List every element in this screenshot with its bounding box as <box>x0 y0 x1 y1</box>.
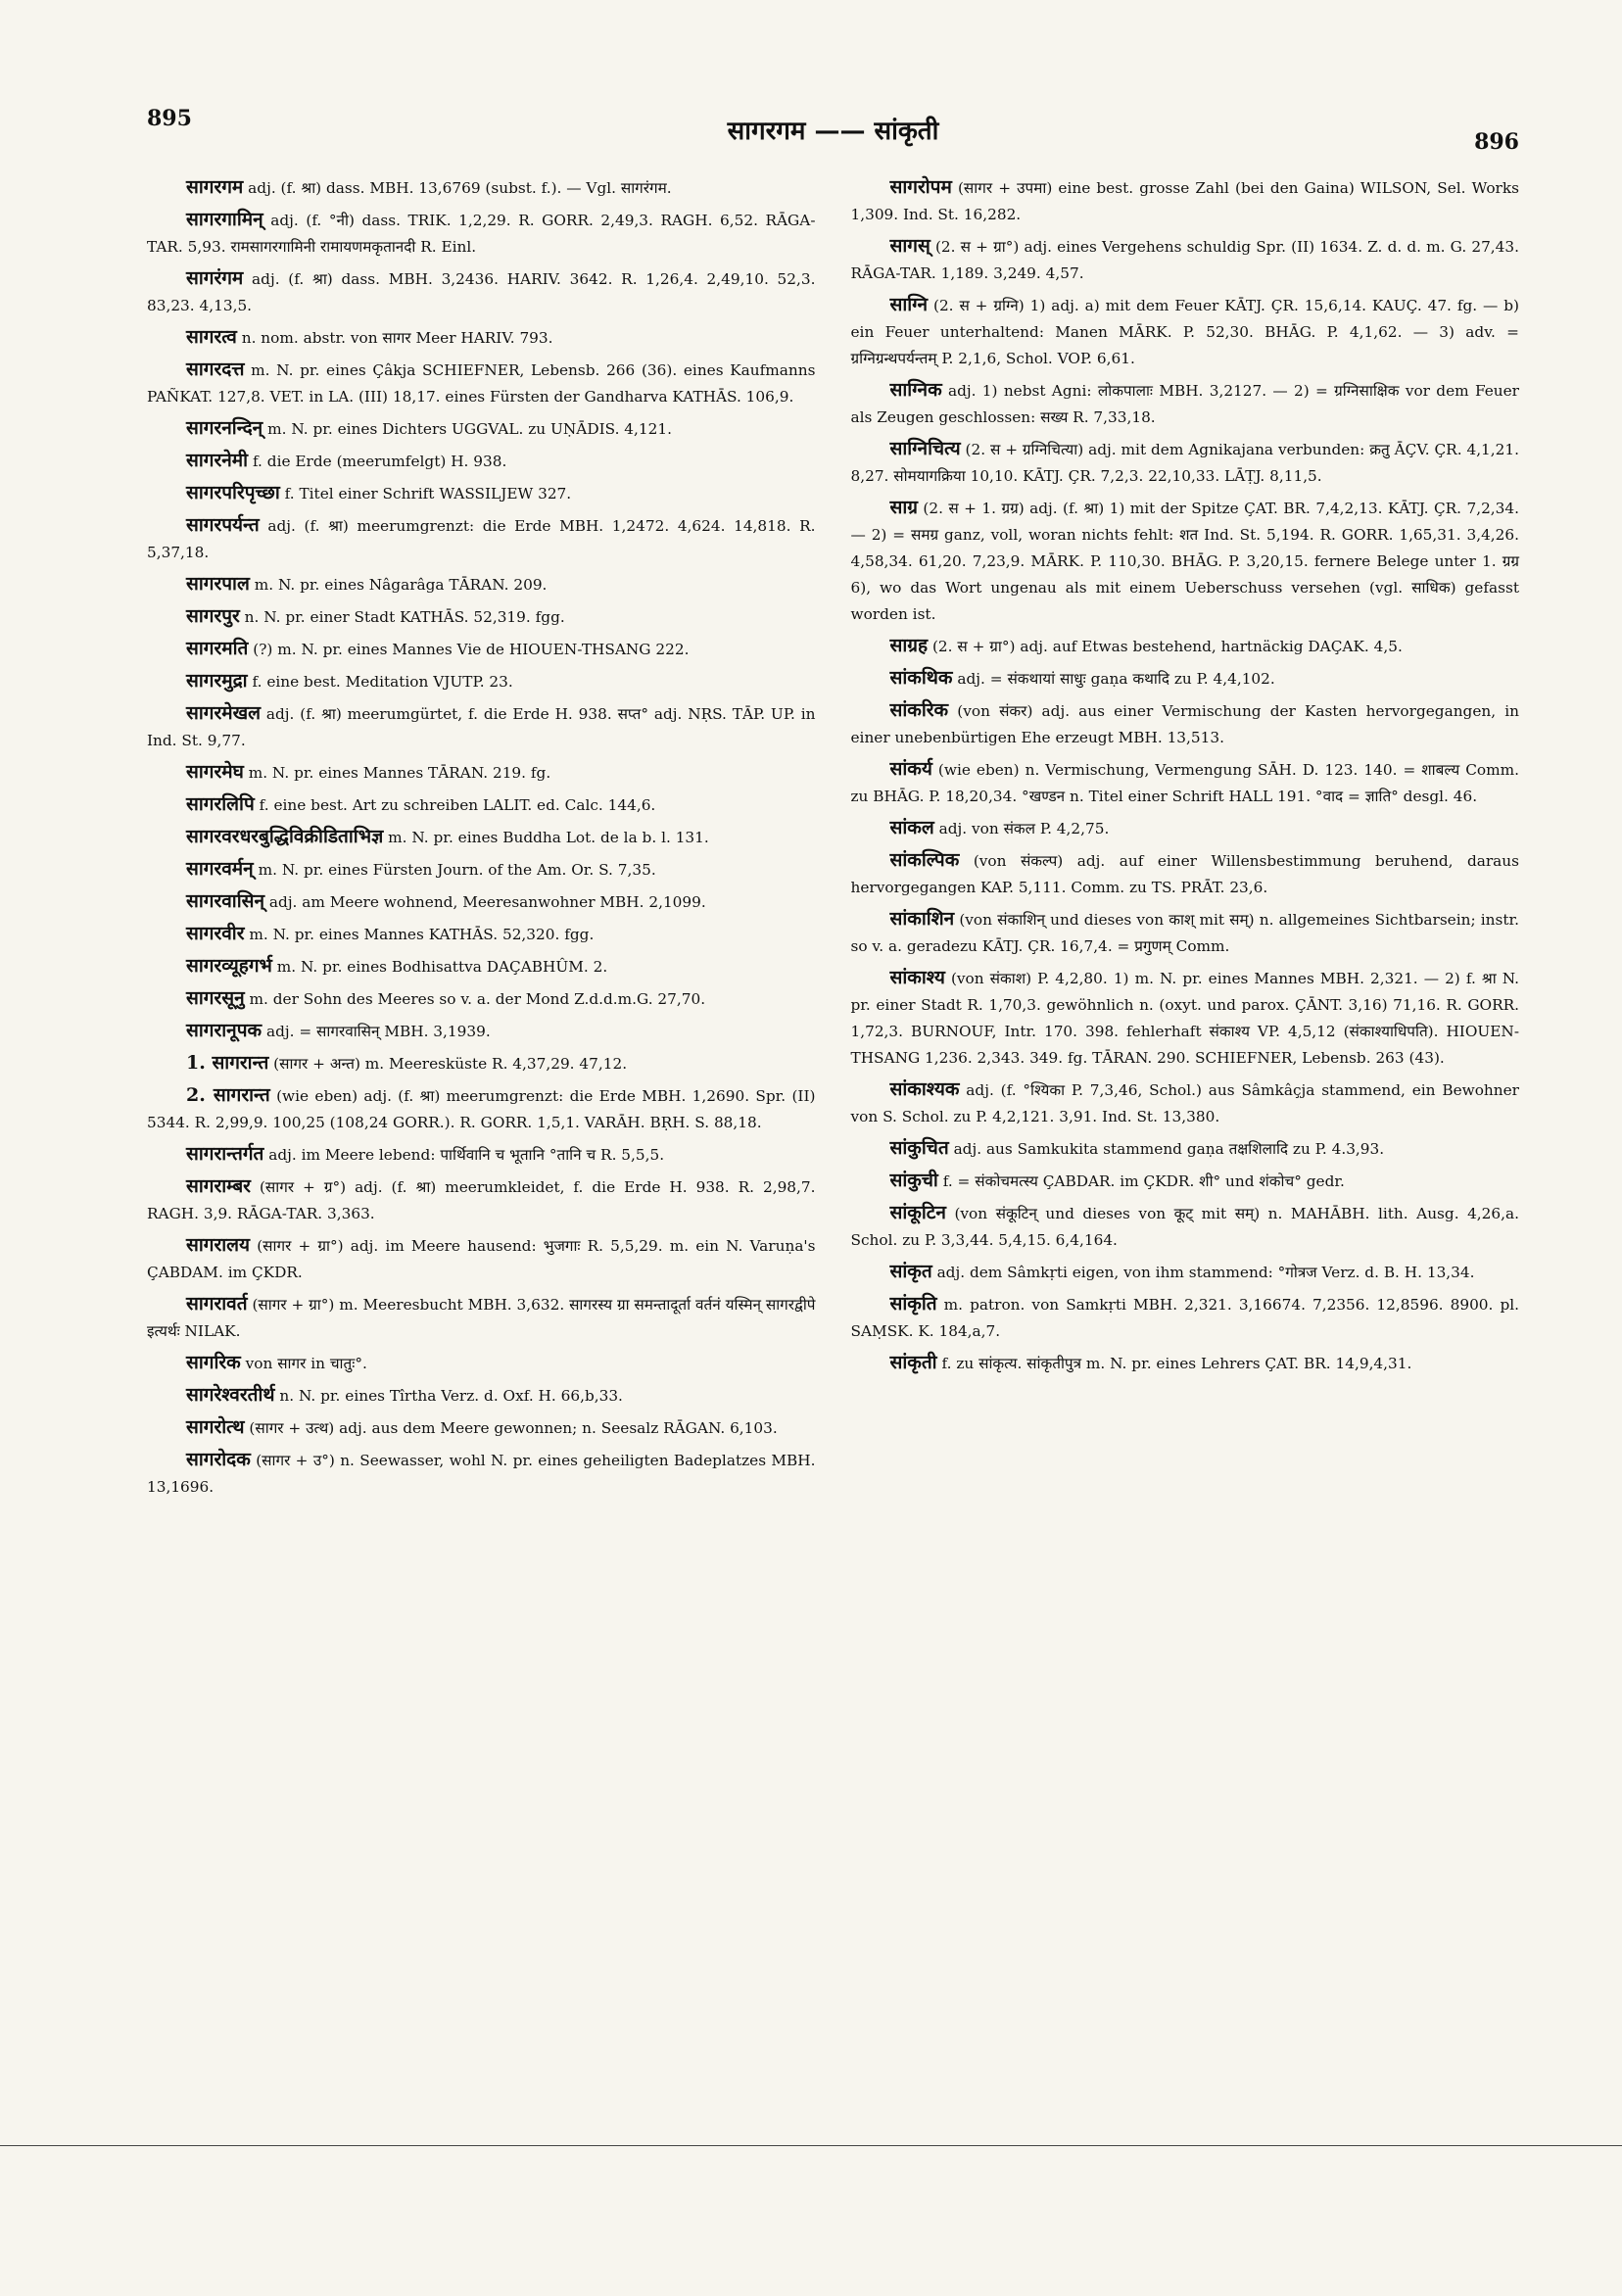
dictionary-entry <box>147 174 816 202</box>
entry-text: adj. = संकथायां साधुः gaṇa कथादि zu P. 4,4,102. <box>957 670 1275 688</box>
dictionary-entry <box>851 1168 1520 1195</box>
entry-text: m. der Sohn des Meeres so v. a. der Mond Z.d.d.m.G. 27,70. <box>249 990 706 1008</box>
entry-text: m. N. pr. eines Mannes TĀRAN. 219. fg. <box>248 764 551 782</box>
entry-text: adj. aus Samkukita stammend gaṇa तक्षशिलादि zu P. 4.3,93. <box>953 1140 1385 1158</box>
entry-headword: सागरेश्वरतीर्थ <box>186 1384 275 1406</box>
entry-text: f. Titel einer Schrift WASSILJEW 327. <box>284 485 572 502</box>
entry-text: f. zu सांकृत्य. सांकृतीपुत्र m. N. pr. eines Lehrers ÇAT. BR. 14,9,4,31. <box>941 1355 1412 1372</box>
dictionary-entry <box>147 1382 816 1410</box>
dictionary-entry <box>147 921 816 948</box>
entry-headword: साग्निचित्य <box>889 438 961 459</box>
entry-headword: सागराम्बर <box>186 1175 251 1197</box>
entry-headword: सागरंगम <box>186 267 244 289</box>
entry-text: m. N. pr. eines Çâkja SCHIEFNER, Lebensb. 266 (36). eines Kaufmanns PAÑKAT. 127,8. VET. in LA. (III) 18,17. eines Fürsten der Gandharva KATHĀS. 106,9. <box>147 361 816 406</box>
entry-headword: सागरत्व <box>186 326 237 348</box>
entry-text: (2. स + 1. ग्रग्र) adj. (f. श्रा) 1) mit der Spitze ÇAT. BR. 7,4,2,13. KĀTJ. ÇR. 7,2,34. — 2) = समग्र ganz, voll, woran nichts fehlt: शत Ind. St. 5,194. R. GORR. 1,65,31. 3,4,26. 4,58,34. 61,20. 7,23,9. MĀRK. P. 110,30. BHĀG. P. 3,20,15. fernere Belege unter 1. ग्रग्र 6), wo das Wort ungenau als mit einem Ueberschuss versehen (vgl. साधिक) gefasst worden ist. <box>850 500 1519 623</box>
dictionary-entry <box>147 791 816 819</box>
entry-headword: सागरलिपि <box>186 793 255 815</box>
dictionary-entry <box>147 1018 816 1045</box>
entry-headword: सांकल <box>889 817 934 838</box>
entry-text: adj. = सागरवासिन् MBH. 3,1939. <box>265 1023 491 1040</box>
entry-headword: साग्नि <box>889 294 929 315</box>
entry-headword: सांकाशिन <box>889 908 955 930</box>
entry-text: (सागर + उत्थ) adj. aus dem Meere gewonnen; n. Seesalz RĀGAN. 6,103. <box>249 1419 778 1437</box>
entry-text: (सागर + उपमा) eine best. grosse Zahl (bei den Gaina) WILSON, Sel. Works 1,309. Ind. St. 16,282. <box>850 179 1519 223</box>
entry-text: adj. von संकल P. 4,2,75. <box>938 820 1110 837</box>
entry-headword: सांकाश्य <box>889 967 945 988</box>
dictionary-entry <box>147 512 816 566</box>
entry-headword: सांकृती <box>889 1352 937 1373</box>
entry-text: (2. स + ग्रग्निचित्या) adj. mit dem Agnikajana verbunden: क्रतु ĀÇV. ÇR. 4,1,21. 8,27. सोमयागक्रिया 10,10. KĀTJ. ÇR. 7,2,3. 22,10,33. LĀṬJ. 8,11,5. <box>850 441 1519 485</box>
entry-text: (von संकूटिन् und dieses von कूट् mit सम्) n. MAHĀBH. lith. Ausg. 4,26,a. Schol. zu P. 3,3,44. 5,4,15. 6,4,164. <box>850 1205 1519 1249</box>
entry-headword: साग्रह <box>889 635 929 656</box>
dictionary-entry <box>147 759 816 787</box>
entry-text: f. die Erde (meerumfelgt) H. 938. <box>252 453 507 470</box>
right-column <box>851 174 1520 2022</box>
entry-headword: सांकर्य <box>889 758 932 780</box>
entry-text: (2. स + ग्रा°) adj. auf Etwas bestehend, hartnäckig DAÇAK. 4,5. <box>931 638 1403 655</box>
left-column <box>147 174 816 2022</box>
dictionary-entry <box>851 906 1520 960</box>
entry-text: n. nom. abstr. von सागर Meer HARIV. 793. <box>241 329 553 347</box>
entry-text: (2. स + ग्रा°) adj. eines Vergehens schuldig Spr. (II) 1634. Z. d. d. m. G. 27,43. RĀGA-TAR. 1,189. 3,249. 4,57. <box>850 238 1519 282</box>
entry-headword: सागरमुद्रा <box>186 670 248 692</box>
entry-headword: साग्र <box>889 497 918 518</box>
entry-text: m. N. pr. eines Bodhisattva DAÇABHÛM. 2. <box>276 958 608 976</box>
entry-headword: सागरोदक <box>186 1449 251 1470</box>
dictionary-entry <box>147 888 816 916</box>
entry-headword: सागरदत्त <box>186 359 245 380</box>
dictionary-entry <box>147 1414 816 1442</box>
dictionary-entry <box>851 665 1520 693</box>
dictionary-entry <box>851 1135 1520 1163</box>
entry-headword: सागरवरधरबुद्धिविक्रीडिताभिज्ञ <box>186 826 384 847</box>
entry-text: m. N. pr. eines Nâgarâga TĀRAN. 209. <box>254 576 548 594</box>
entry-headword: सागरपाल <box>186 573 250 595</box>
entry-headword: सागरवर्मन् <box>186 858 254 880</box>
entry-headword: सागरनेमी <box>186 450 249 471</box>
entry-text: adj. (f. °श्यिका P. 7,3,46, Schol.) aus Sâmkâçja stammend, ein Bewohner von S. Schol. zu P. 4,2,121. 3,91. Ind. St. 13,380. <box>850 1081 1519 1125</box>
dictionary-entry <box>147 265 816 319</box>
bottom-rule <box>0 2145 1622 2146</box>
dictionary-entry <box>851 233 1520 287</box>
entry-text: adj. (f. श्रा) dass. MBH. 13,6769 (subst. f.). — Vgl. सागरंगम. <box>248 179 672 197</box>
dictionary-entry <box>147 357 816 410</box>
entry-text: f. eine best. Meditation VJUTP. 23. <box>252 673 513 691</box>
dictionary-entry <box>851 815 1520 842</box>
entry-text: adj. 1) nebst Agni: लोकपालाः MBH. 3,2127. — 2) = ग्रग्निसाक्षिक vor dem Feuer als Zeugen geschlossen: सख्य R. 7,33,18. <box>850 382 1519 426</box>
entry-text: (wie eben) adj. (f. श्रा) meerumgrenzt: die Erde MBH. 1,2690. Spr. (II) 5344. R. 2,99,9. 100,25 (108,24 GORR.). R. GORR. 1,5,1. VARĀH. BṚH. S. 88,18. <box>147 1087 816 1131</box>
dictionary-entry <box>147 1350 816 1377</box>
entry-headword: साग्निक <box>889 379 942 401</box>
dictionary-entry <box>147 636 816 663</box>
entry-text: adj. (f. श्रा) meerumgürtet, f. die Erde H. 938. सप्त° adj. NṚS. TĀP. UP. in Ind. St. 9,77. <box>147 705 816 749</box>
entry-text: m. N. pr. eines Fürsten Journ. of the Am. Or. S. 7,35. <box>258 861 656 879</box>
entry-headword: सांकथिक <box>889 667 953 689</box>
dictionary-entry <box>147 1141 816 1169</box>
entry-text: (सागर + उ°) n. Seewasser, wohl N. pr. eines geheiligten Badeplatzes MBH. 13,1696. <box>147 1452 816 1496</box>
dictionary-entry <box>851 756 1520 810</box>
entry-headword: सागरसूनु <box>186 987 245 1009</box>
page-number-right: 896 <box>1474 129 1519 155</box>
dictionary-entry <box>851 174 1520 228</box>
entry-text: (wie eben) n. Vermischung, Vermengung SĀH. D. 123. 140. = शाबल्य Comm. zu BHĀG. P. 18,20,34. °खण्डन n. Titel einer Schrift HALL 191. °वाद = ज्ञाति° desgl. 46. <box>850 761 1519 805</box>
entry-text: adj. (f. श्रा) dass. MBH. 3,2436. HARIV. 3642. R. 1,26,4. 2,49,10. 52,3. 83,23. 4,13,5. <box>147 270 816 314</box>
entry-text: (सागर + अन्त) m. Meeresküste R. 4,37,29. 47,12. <box>273 1055 628 1073</box>
dictionary-entry <box>851 1259 1520 1286</box>
dictionary-entry <box>147 856 816 884</box>
entry-headword: सांकरिक <box>889 699 949 721</box>
entry-headword: सागरिक <box>186 1352 241 1373</box>
entry-headword: सागरपर्यन्त <box>186 514 260 536</box>
entry-headword: सागरानूपक <box>186 1020 262 1041</box>
entry-text: m. N. pr. eines Mannes KATHĀS. 52,320. fgg. <box>249 926 595 943</box>
entry-headword: सागरान्तर्गत <box>186 1143 264 1165</box>
entry-headword: सागरमेखल <box>186 702 262 724</box>
dictionary-entry <box>851 292 1520 372</box>
entry-headword: 1. सागरान्त <box>186 1052 269 1074</box>
entry-headword: सागस् <box>889 235 930 257</box>
dictionary-entry <box>147 571 816 598</box>
entry-headword: 2. सागरान्त <box>186 1084 270 1106</box>
entry-text: n. N. pr. einer Stadt KATHĀS. 52,319. fgg. <box>244 608 565 626</box>
dictionary-entry <box>147 1082 816 1136</box>
dictionary-entry <box>147 1173 816 1227</box>
dictionary-entry <box>147 603 816 631</box>
dictionary-entry <box>851 1076 1520 1130</box>
entry-headword: सागरमेघ <box>186 761 244 783</box>
dictionary-entry <box>147 953 816 981</box>
entry-headword: सागरमति <box>186 638 249 659</box>
entry-headword: सांकुची <box>889 1170 938 1191</box>
entry-headword: सागरावर्त <box>186 1293 248 1315</box>
entry-text: (2. स + ग्रग्नि) 1) adj. a) mit dem Feuer KĀTJ. ÇR. 15,6,14. KAUÇ. 47. fg. — b) ein Feuer unterhaltend: Manen MĀRK. P. 52,30. BHĀG. P. 4,1,62. — 3) adv. = ग्रग्निग्रन्थपर्यन्तम् P. 2,1,6, Schol. VOP. 6,61. <box>850 297 1519 367</box>
dictionary-entry <box>851 697 1520 751</box>
dictionary-entry <box>147 448 816 475</box>
entry-headword: सांकाश्यक <box>889 1078 960 1100</box>
running-title: सागरगम —— सांकृती <box>727 117 939 146</box>
entry-headword: सांकुचित <box>889 1137 949 1159</box>
entry-headword: सागरनन्दिन् <box>186 417 263 439</box>
entry-headword: सांकल्पिक <box>889 849 960 871</box>
entry-headword: सागरोपम <box>889 176 952 198</box>
dictionary-entry <box>851 1291 1520 1345</box>
dictionary-entry <box>147 1291 816 1345</box>
entry-headword: सागरवीर <box>186 923 245 944</box>
entry-text: f. = संकोचमत्स्य ÇABDAR. im ÇKDR. शी° und शंकोच° gedr. <box>942 1172 1345 1190</box>
entry-text: adj. (f. °नी) dass. TRIK. 1,2,29. R. GORR. 2,49,3. RAGH. 6,52. RĀGA-TAR. 5,93. रामसागरगामिनी रामायणमकृतानदी R. Einl. <box>147 212 816 256</box>
dictionary-entry <box>147 824 816 851</box>
entry-headword: सागरपुर <box>186 605 240 627</box>
entry-text: f. eine best. Art zu schreiben LALIT. ed. Calc. 144,6. <box>259 796 656 814</box>
entry-text: adj. (f. श्रा) meerumgrenzt: die Erde MBH. 1,2472. 4,624. 14,818. R. 5,37,18. <box>147 517 816 561</box>
dictionary-entry <box>147 480 816 507</box>
dictionary-entry <box>851 847 1520 901</box>
dictionary-entry <box>147 207 816 261</box>
dictionary-entry <box>851 1350 1520 1377</box>
dictionary-entry <box>851 1200 1520 1254</box>
entry-text: (von संकाश) P. 4,2,80. 1) m. N. pr. eines Mannes MBH. 2,321. — 2) f. श्रा N. pr. einer Stadt R. 1,70,3. gewöhnlich n. (oxyt. und parox. ÇĀNT. 3,16) 71,16. R. GORR. 1,72,3. BURNOUF, Intr. 170. 398. fehlerhaft संकाश्य VP. 4,5,12 (संकाश्याधिपति). HIOUEN-THSANG 1,236. 2,343. 349. fg. TĀRAN. 290. SCHIEFNER, Lebensb. 263 (43). <box>850 970 1519 1067</box>
dictionary-entry <box>147 415 816 443</box>
dictionary-entry <box>147 1050 816 1077</box>
entry-headword: सागरोत्थ <box>186 1416 245 1438</box>
dictionary-entry <box>147 985 816 1013</box>
dictionary-entry <box>147 1447 816 1501</box>
entry-text: (?) m. N. pr. eines Mannes Vie de HIOUEN-THSANG 222. <box>253 641 690 658</box>
entry-headword: सागरगम <box>186 176 244 198</box>
dictionary-entry <box>147 1232 816 1286</box>
entry-text: (von संकल्प) adj. auf einer Willensbestimmung beruhend, daraus hervorgegangen KAP. 5,111. Comm. zu TS. PRĀT. 23,6. <box>850 852 1519 896</box>
entry-headword: सागरगामिन् <box>186 209 263 230</box>
entry-text: (सागर + ग्र°) adj. (f. श्रा) meerumkleidet, f. die Erde H. 938. R. 2,98,7. RAGH. 3,9. RĀGA-TAR. 3,363. <box>147 1178 816 1222</box>
entry-text: von सागर in चातुः°. <box>245 1355 367 1372</box>
dictionary-entry <box>147 324 816 352</box>
entry-text: (von संकर) adj. aus einer Vermischung der Kasten hervorgegangen, in einer unebenbürtigen Ehe erzeugt MBH. 13,513. <box>850 702 1519 746</box>
dictionary-entry <box>851 495 1520 628</box>
entry-headword: सांकूटिन <box>889 1202 946 1223</box>
entry-text: adj. am Meere wohnend, Meeresanwohner MBH. 2,1099. <box>268 893 706 911</box>
entry-text: (von संकाशिन् und dieses von काश् mit सम्) n. allgemeines Sichtbarsein; instr. so v. a. geradezu KĀTJ. ÇR. 16,7,4. = प्रगुणम् Comm. <box>850 911 1519 955</box>
dictionary-entry <box>851 633 1520 660</box>
entry-text: (सागर + ग्रा°) adj. im Meere hausend: भुजगाः R. 5,5,29. m. ein N. Varuṇa's ÇABDAM. im ÇKDR. <box>147 1237 816 1281</box>
entry-text: m. N. pr. eines Buddha Lot. de la b. l. 131. <box>388 829 709 846</box>
entry-text: adj. dem Sâmkṛti eigen, von ihm stammend: °गोत्रज Verz. d. B. H. 13,34. <box>936 1264 1475 1281</box>
entry-text: (सागर + ग्रा°) m. Meeresbucht MBH. 3,632. सागरस्य ग्रा समन्तादूर्ता वर्तनं यस्मिन् सागरद्वीपे इत्यर्थः NILAK. <box>147 1296 816 1340</box>
entry-headword: सागरपरिपृच्छा <box>186 482 280 503</box>
entry-headword: सागरालय <box>186 1234 251 1256</box>
columns <box>147 174 1519 2022</box>
dictionary-entry <box>147 668 816 695</box>
entry-headword: सांकृत <box>889 1261 932 1282</box>
dictionary-entry <box>851 436 1520 490</box>
dictionary-entry <box>851 965 1520 1072</box>
entry-headword: सांकृति <box>889 1293 937 1315</box>
dictionary-entry <box>147 700 816 754</box>
entry-text: m. patron. von Samkṛti MBH. 2,321. 3,16674. 7,2356. 12,8596. 8900. pl. SAṂSK. K. 184,a,7. <box>850 1296 1519 1340</box>
entry-headword: सागरव्यूहगर्भ <box>186 955 272 977</box>
page-number-left: 895 <box>147 106 192 131</box>
entry-text: m. N. pr. eines Dichters UGGVAL. zu UṆĀDIS. 4,121. <box>267 420 672 438</box>
dictionary-entry <box>851 377 1520 431</box>
entry-headword: सागरवासिन् <box>186 890 265 912</box>
entry-text: adj. im Meere lebend: पार्थिवानि च भूतानि °तानि च R. 5,5,5. <box>268 1146 665 1164</box>
entry-text: n. N. pr. eines Tîrtha Verz. d. Oxf. H. 66,b,33. <box>279 1387 623 1405</box>
page-header <box>147 106 1519 155</box>
